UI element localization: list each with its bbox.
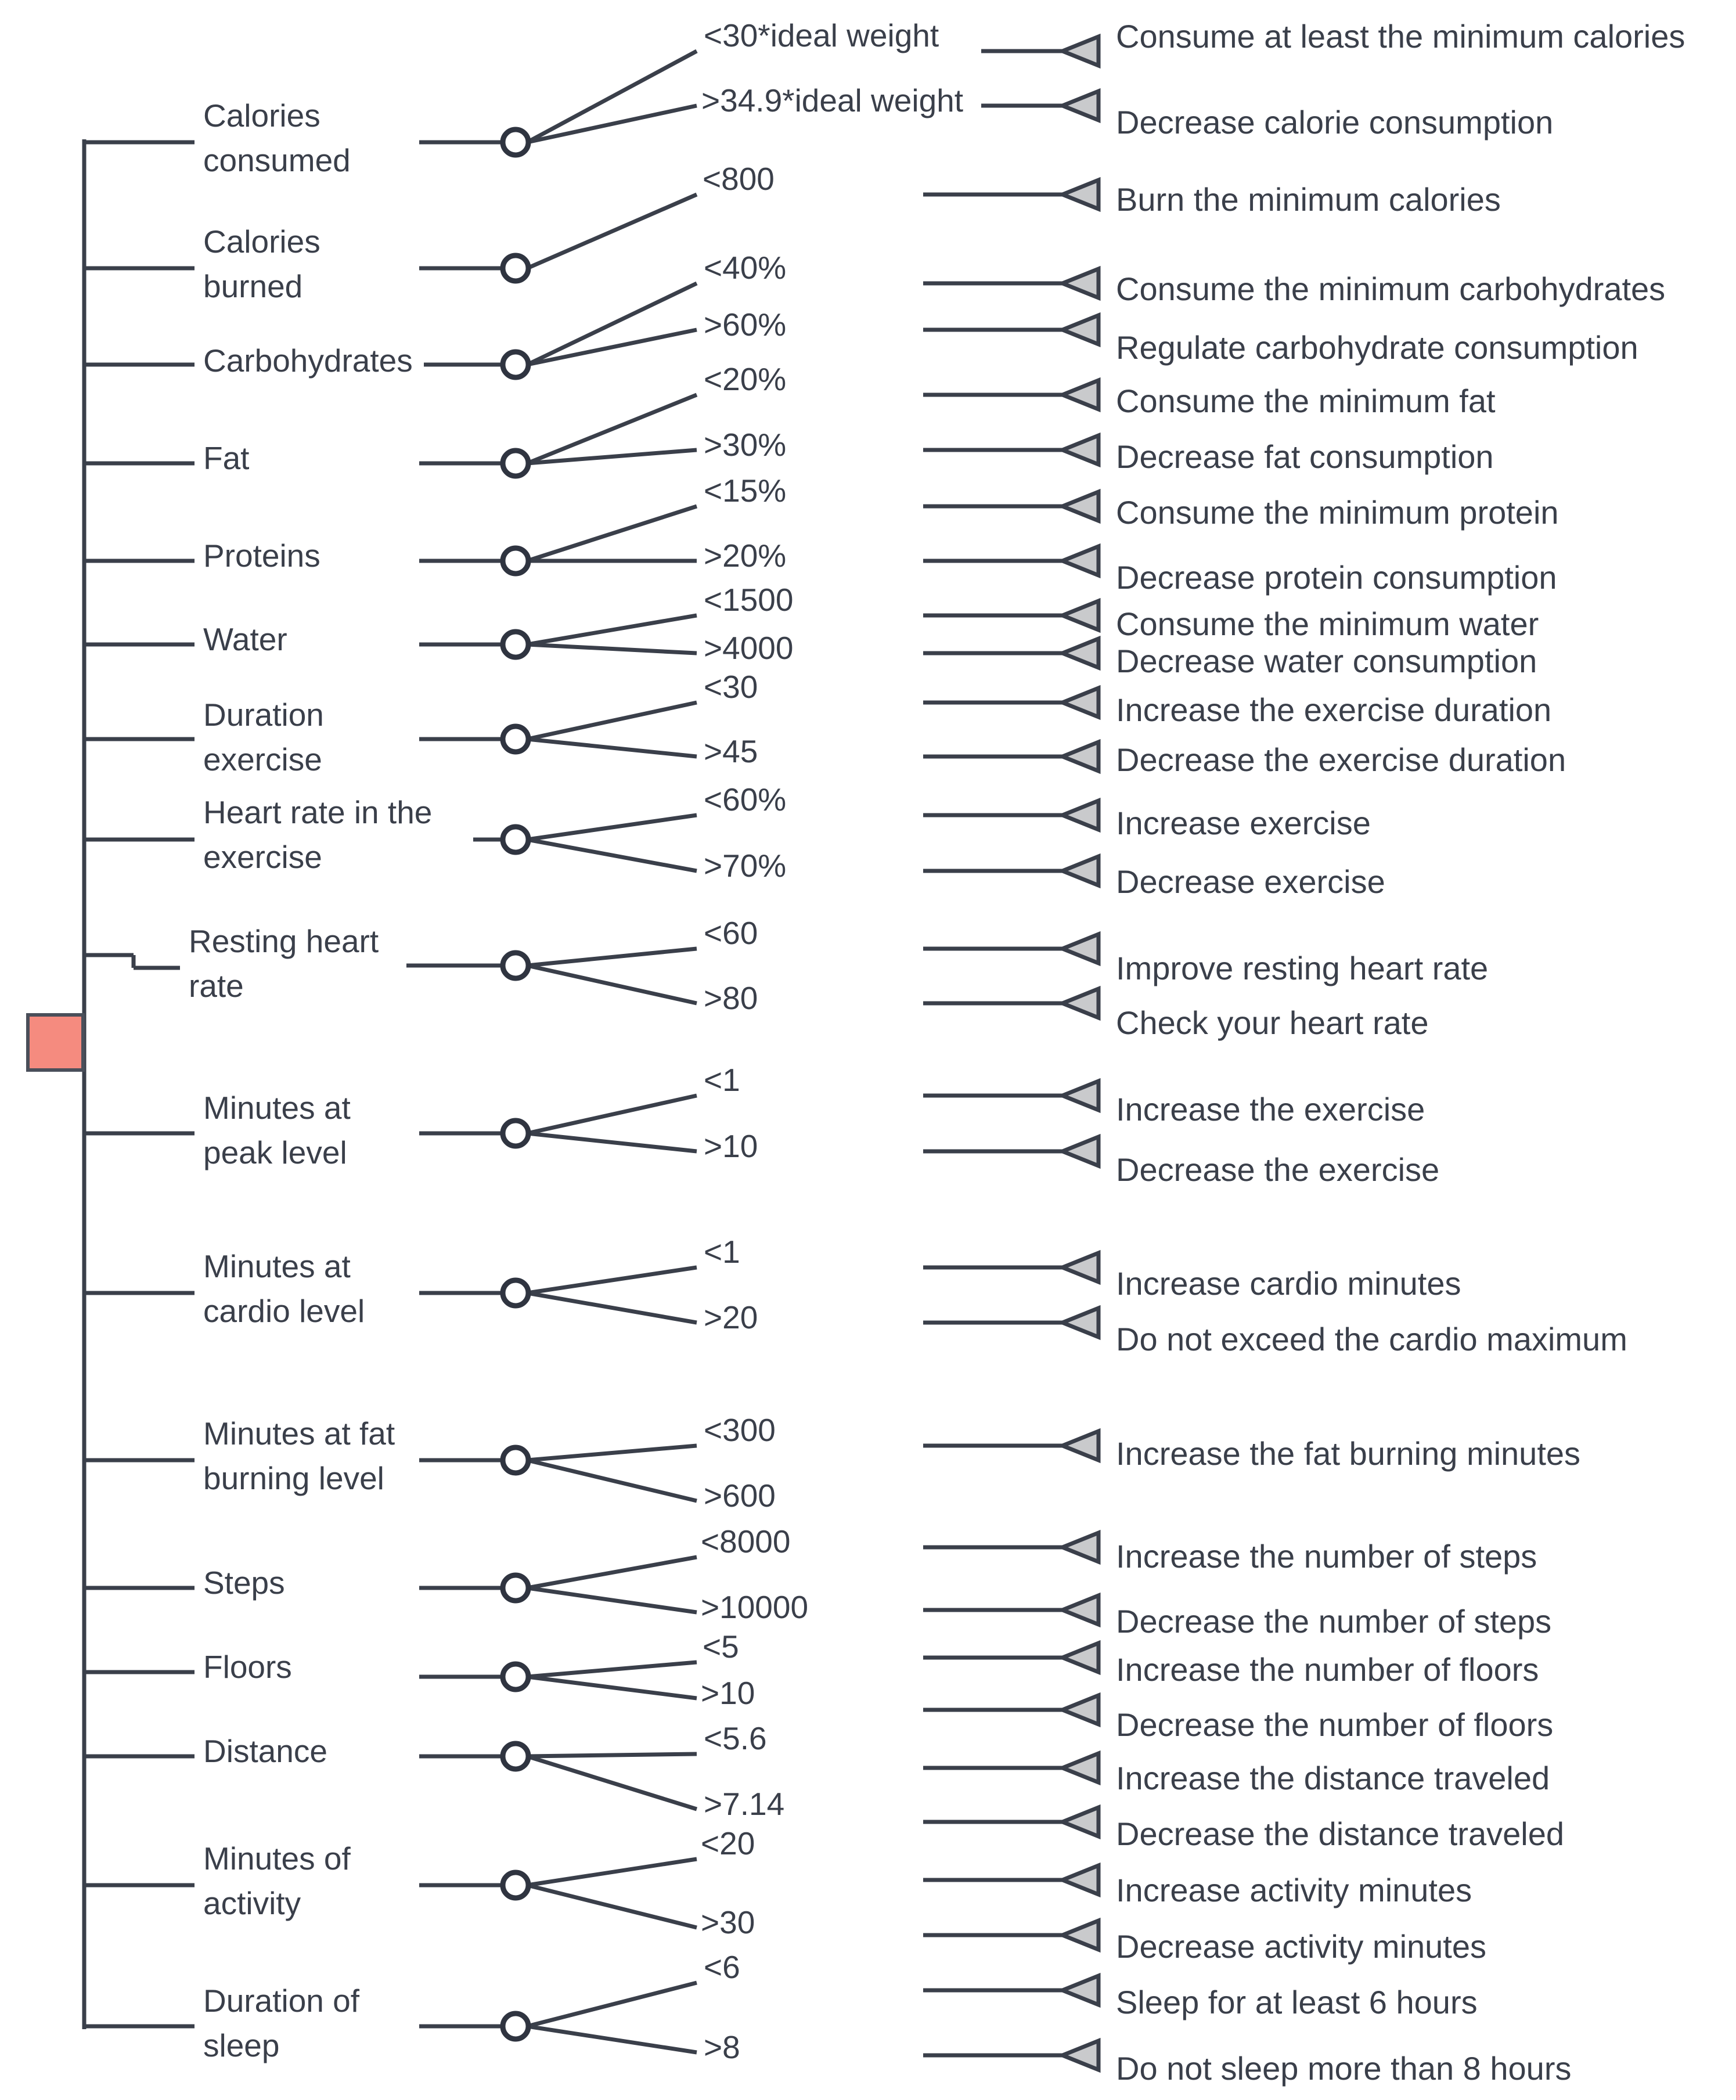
factor-label: cardio level (203, 1293, 365, 1329)
condition-branch (527, 815, 697, 840)
condition-branch (527, 1133, 697, 1151)
factor-label: Steps (203, 1565, 285, 1601)
condition-label: <60 (704, 915, 758, 951)
condition-branch (527, 1460, 697, 1501)
terminal-triangle (1063, 1533, 1098, 1562)
outcome-label: Decrease the distance traveled (1116, 1816, 1564, 1852)
factor-label: exercise (203, 741, 322, 777)
condition-label: <1 (704, 1062, 740, 1098)
outcome-label: Decrease the exercise (1116, 1151, 1440, 1188)
condition-label: >70% (704, 848, 787, 884)
condition-label: <1500 (704, 582, 794, 618)
condition-label: >7.14 (704, 1786, 785, 1822)
condition-branch (527, 703, 697, 739)
condition-label: <20 (701, 1825, 755, 1861)
condition-label: <8000 (701, 1523, 791, 1559)
condition-branch (527, 283, 697, 365)
chance-node (503, 726, 528, 752)
condition-label: >30% (704, 427, 787, 463)
outcome-label: Increase the fat burning minutes (1116, 1435, 1581, 1472)
factor-label: Calories (203, 224, 320, 260)
condition-label: >600 (704, 1478, 776, 1514)
outcome-label: Consume the minimum carbohydrates (1116, 271, 1666, 307)
factor-label: Duration of (203, 1983, 360, 2019)
condition-branch (527, 1267, 697, 1293)
condition-branch (527, 1096, 697, 1133)
condition-branch (527, 1754, 697, 1756)
chance-node (503, 1280, 528, 1306)
condition-label: >10 (701, 1675, 755, 1711)
outcome-label: Decrease the exercise duration (1116, 741, 1566, 778)
condition-branch (527, 644, 697, 653)
factor-label: exercise (203, 839, 322, 875)
outcome-label: Decrease fat consumption (1116, 438, 1494, 475)
factor-label: Duration (203, 697, 324, 733)
terminal-triangle (1063, 180, 1098, 209)
outcome-label: Increase the distance traveled (1116, 1760, 1550, 1796)
terminal-triangle (1063, 315, 1098, 344)
condition-branch (527, 1983, 697, 2026)
factor-label: Fat (203, 440, 250, 476)
condition-label: <60% (704, 781, 787, 817)
outcome-label: Decrease water consumption (1116, 643, 1537, 679)
condition-branch (527, 330, 697, 365)
condition-branch (527, 1677, 697, 1698)
condition-branch (527, 51, 697, 142)
terminal-triangle (1063, 1253, 1098, 1282)
factor-label: burning level (203, 1460, 384, 1496)
outcome-label: Decrease the number of steps (1116, 1603, 1552, 1640)
chance-node (503, 1744, 528, 1769)
chance-node (503, 352, 528, 377)
outcome-label: Regulate carbohydrate consumption (1116, 329, 1638, 366)
factor-label: Distance (203, 1733, 327, 1769)
condition-label: <1 (704, 1234, 740, 1270)
terminal-triangle (1063, 742, 1098, 771)
terminal-triangle (1063, 1308, 1098, 1337)
terminal-triangle (1063, 546, 1098, 575)
condition-branch (527, 1588, 697, 1612)
condition-branch (527, 1756, 697, 1809)
condition-label: >30 (701, 1904, 755, 1940)
condition-label: <30 (704, 669, 758, 705)
factor-label: Resting heart (189, 923, 379, 959)
condition-label: <6 (704, 1949, 740, 1985)
outcome-label: Check your heart rate (1116, 1004, 1429, 1041)
condition-label: <5 (703, 1629, 739, 1665)
condition-label: >80 (704, 980, 758, 1016)
chance-node (503, 451, 528, 476)
factor-label: Minutes at fat (203, 1415, 395, 1451)
terminal-triangle (1063, 37, 1098, 66)
outcome-label: Decrease activity minutes (1116, 1928, 1487, 1965)
condition-branch (527, 106, 697, 142)
outcome-label: Consume at least the minimum calories (1116, 18, 1685, 55)
terminal-triangle (1063, 1695, 1098, 1724)
factor-label: Floors (203, 1649, 292, 1685)
condition-label: >34.9*ideal weight (701, 82, 964, 118)
condition-branch (527, 194, 697, 268)
condition-branch (527, 739, 697, 757)
condition-branch (527, 2026, 697, 2052)
condition-label: >8 (704, 2029, 740, 2065)
condition-label: <30*ideal weight (704, 17, 939, 53)
terminal-triangle (1063, 380, 1098, 409)
condition-branch (527, 949, 697, 966)
outcome-label: Consume the minimum protein (1116, 494, 1559, 531)
terminal-triangle (1063, 492, 1098, 521)
terminal-triangle (1063, 801, 1098, 830)
terminal-triangle (1063, 1431, 1098, 1460)
condition-branch (527, 1885, 697, 1928)
condition-label: >20% (704, 538, 787, 574)
outcome-label: Decrease calorie consumption (1116, 104, 1554, 141)
outcome-label: Improve resting heart rate (1116, 950, 1489, 986)
terminal-triangle (1063, 1921, 1098, 1950)
outcome-label: Do not exceed the cardio maximum (1116, 1321, 1627, 1357)
outcome-label: Sleep for at least 6 hours (1116, 1984, 1478, 2020)
condition-label: >20 (704, 1299, 758, 1335)
condition-branch (527, 1557, 697, 1588)
outcome-label: Consume the minimum water (1116, 606, 1539, 642)
chance-node (503, 827, 528, 852)
condition-branch (527, 1446, 697, 1460)
root-node (28, 1015, 83, 1070)
condition-label: <300 (704, 1412, 776, 1448)
factor-label: Proteins (203, 538, 320, 574)
chance-node (503, 2013, 528, 2039)
outcome-label: Increase the exercise duration (1116, 691, 1552, 728)
chance-node (503, 1664, 528, 1690)
terminal-triangle (1063, 91, 1098, 120)
condition-label: <40% (704, 250, 787, 286)
chance-node (503, 129, 528, 155)
factor-label: Heart rate in the (203, 794, 433, 830)
condition-label: <15% (704, 473, 787, 509)
terminal-triangle (1063, 1976, 1098, 2005)
terminal-triangle (1063, 1643, 1098, 1672)
outcome-label: Decrease protein consumption (1116, 559, 1557, 596)
condition-label: >4000 (704, 630, 794, 666)
chance-node (503, 548, 528, 574)
factor-label: sleep (203, 2027, 280, 2063)
condition-label: >45 (704, 733, 758, 769)
factor-label: Minutes of (203, 1840, 351, 1876)
terminal-triangle (1063, 1807, 1098, 1836)
outcome-label: Decrease exercise (1116, 863, 1385, 900)
terminal-triangle (1063, 934, 1098, 963)
chance-node (503, 1121, 528, 1146)
factor-label: Minutes at (203, 1090, 351, 1126)
terminal-triangle (1063, 435, 1098, 464)
condition-branch (527, 1293, 697, 1323)
terminal-triangle (1063, 1865, 1098, 1894)
condition-branch (527, 966, 697, 1003)
condition-label: <20% (704, 361, 787, 397)
terminal-triangle (1063, 1081, 1098, 1110)
terminal-triangle (1063, 269, 1098, 298)
factor-label: burned (203, 268, 303, 304)
outcome-label: Increase the number of floors (1116, 1651, 1539, 1688)
terminal-triangle (1063, 856, 1098, 885)
outcome-label: Increase exercise (1116, 805, 1371, 841)
outcome-label: Decrease the number of floors (1116, 1706, 1554, 1743)
condition-branch (527, 840, 697, 871)
chance-node (503, 1447, 528, 1473)
factor-label: Carbohydrates (203, 343, 413, 379)
chance-node (503, 1872, 528, 1898)
condition-label: <5.6 (704, 1720, 767, 1756)
chance-node (503, 953, 528, 978)
condition-branch (527, 615, 697, 644)
condition-label: >60% (704, 307, 787, 343)
chance-node (503, 632, 528, 657)
terminal-triangle (1063, 989, 1098, 1018)
factor-label: activity (203, 1885, 301, 1921)
condition-label: >10000 (701, 1589, 809, 1625)
factor-label: Minutes at (203, 1248, 351, 1284)
outcome-label: Consume the minimum fat (1116, 383, 1496, 419)
chance-node (503, 255, 528, 281)
outcome-label: Increase the number of steps (1116, 1538, 1537, 1575)
factor-label: Calories (203, 98, 320, 134)
terminal-triangle (1063, 688, 1098, 717)
terminal-triangle (1063, 601, 1098, 630)
outcome-label: Do not sleep more than 8 hours (1116, 2050, 1572, 2087)
terminal-triangle (1063, 2041, 1098, 2070)
condition-branch (527, 506, 697, 561)
outcome-label: Burn the minimum calories (1116, 181, 1501, 218)
condition-branch (527, 1859, 697, 1885)
factor-label: Water (203, 621, 287, 657)
terminal-triangle (1063, 1753, 1098, 1782)
chance-node (503, 1575, 528, 1601)
factor-label: consumed (203, 142, 351, 178)
terminal-triangle (1063, 1137, 1098, 1166)
condition-branch (527, 1662, 697, 1677)
terminal-triangle (1063, 639, 1098, 668)
outcome-label: Increase cardio minutes (1116, 1265, 1461, 1302)
factor-label: peak level (203, 1134, 347, 1170)
condition-label: >10 (704, 1128, 758, 1164)
terminal-triangle (1063, 1595, 1098, 1624)
factor-label: rate (189, 968, 244, 1004)
outcome-label: Increase the exercise (1116, 1091, 1425, 1128)
condition-label: <800 (703, 161, 775, 197)
outcome-label: Increase activity minutes (1116, 1872, 1472, 1908)
